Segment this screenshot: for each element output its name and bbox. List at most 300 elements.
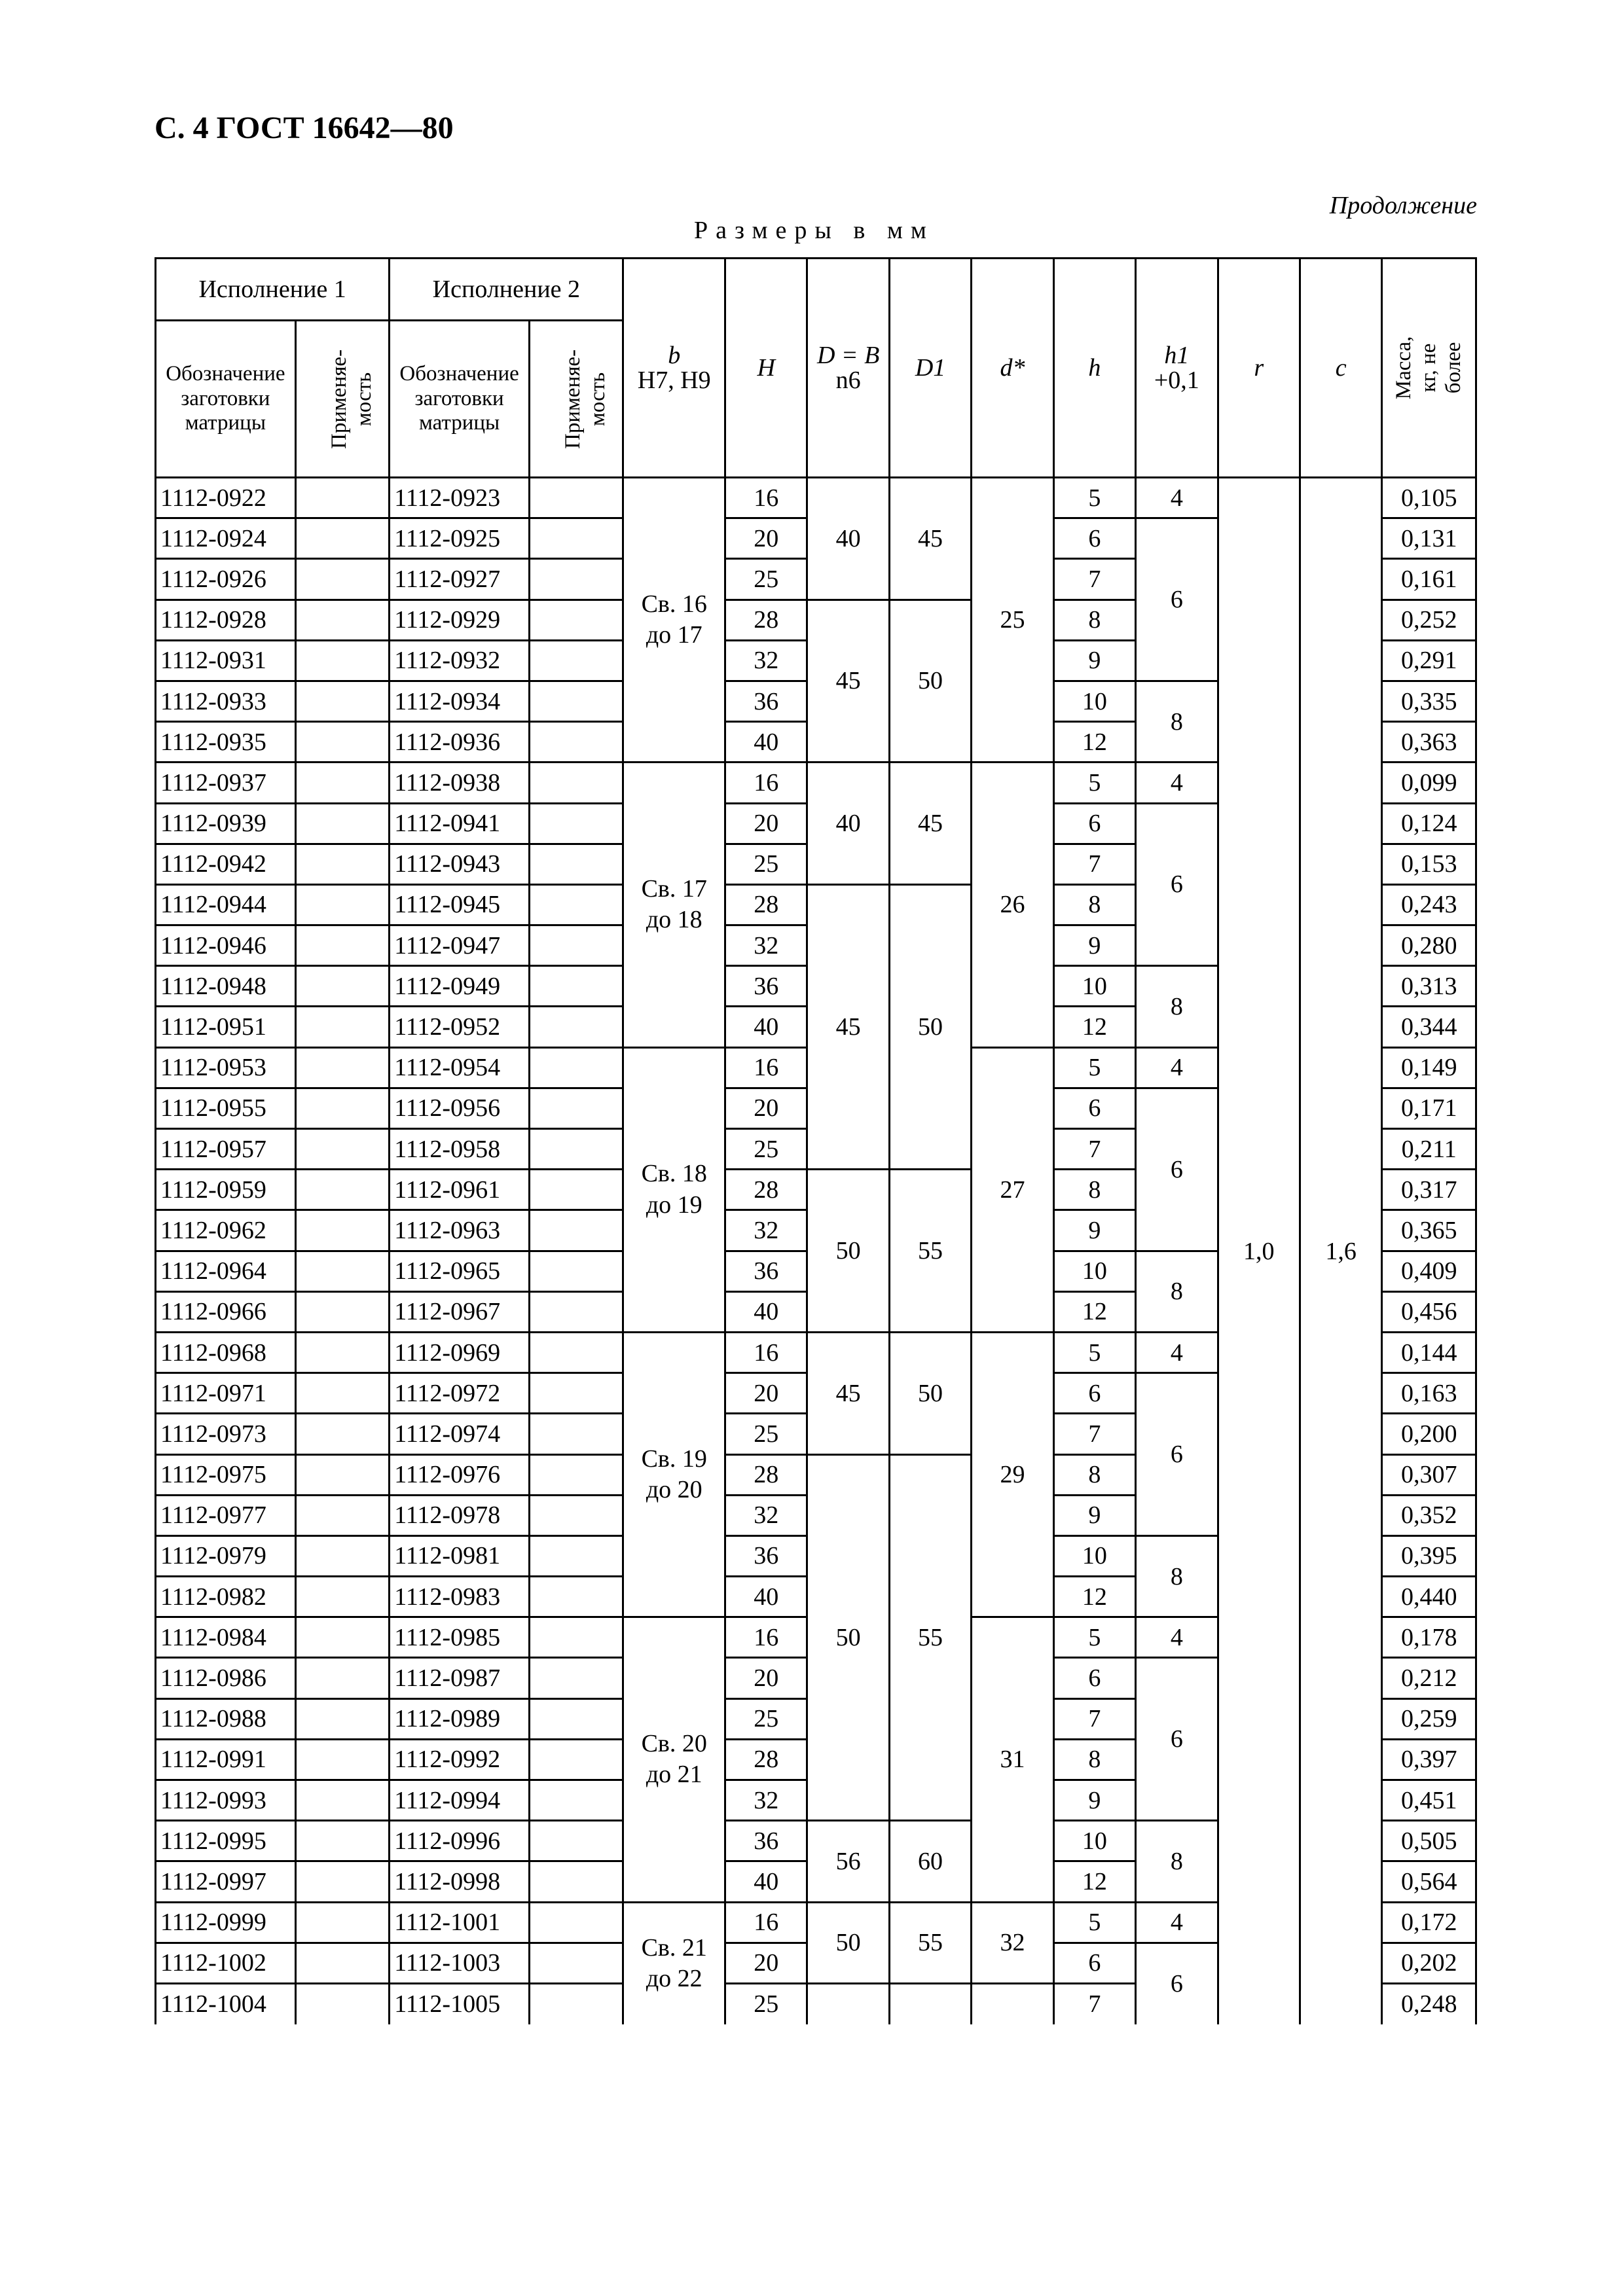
mass-cell: 0,248	[1382, 1983, 1476, 2024]
applicability-2-cell	[529, 1739, 623, 1780]
mass-cell: 0,352	[1382, 1495, 1476, 1535]
h-cell: 7	[1053, 559, 1135, 600]
mass-cell: 0,211	[1382, 1129, 1476, 1170]
h1-cell: 8	[1136, 966, 1218, 1047]
header-h1-tolerance: +0,1	[1154, 367, 1199, 394]
applicability-1-cell	[295, 1332, 390, 1372]
designation-1-cell: 1112-0951	[156, 1007, 296, 1047]
h-cell: 10	[1053, 681, 1135, 721]
H-cell: 25	[725, 1698, 807, 1739]
designation-2-cell: 1112-0929	[390, 600, 530, 640]
mass-cell: 0,124	[1382, 803, 1476, 844]
b-range-cell: Св. 17 до 18	[623, 762, 725, 1047]
mass-cell: 0,451	[1382, 1780, 1476, 1821]
designation-2-cell: 1112-0983	[390, 1577, 530, 1617]
b-range-cell: Св. 16 до 17	[623, 478, 725, 762]
h-cell: 8	[1053, 1739, 1135, 1780]
h1-cell: 6	[1136, 1373, 1218, 1536]
mass-cell: 0,440	[1382, 1577, 1476, 1617]
H-cell: 16	[725, 1047, 807, 1088]
applicability-1-cell	[295, 1047, 390, 1088]
H-cell: 40	[725, 722, 807, 762]
H-cell: 16	[725, 762, 807, 803]
applicability-2-cell	[529, 1414, 623, 1454]
designation-2-cell: 1112-0969	[390, 1332, 530, 1372]
h-cell: 9	[1053, 1495, 1135, 1535]
header-b	[623, 259, 725, 478]
applicability-2-cell	[529, 762, 623, 803]
designation-1-cell: 1112-0959	[156, 1170, 296, 1210]
designation-2-cell: 1112-0989	[390, 1698, 530, 1739]
header-ispolnenie-1: Исполнение 1	[156, 259, 390, 321]
h-cell: 8	[1053, 600, 1135, 640]
D-cell: 40	[807, 478, 889, 600]
d-cell: 26	[972, 762, 1053, 1047]
applicability-1-cell	[295, 1658, 390, 1698]
mass-cell: 0,149	[1382, 1047, 1476, 1088]
applicability-1-cell	[295, 1088, 390, 1128]
designation-2-cell: 1112-0974	[390, 1414, 530, 1454]
H-cell: 25	[725, 1414, 807, 1454]
applicability-2-cell	[529, 1170, 623, 1210]
D-cell: 50	[807, 1454, 889, 1821]
applicability-2-cell	[529, 1577, 623, 1617]
applicability-2-cell	[529, 640, 623, 681]
applicability-2-cell	[529, 1495, 623, 1535]
h1-cell: 4	[1136, 1902, 1218, 1943]
h-cell: 5	[1053, 762, 1135, 803]
applicability-1-cell	[295, 844, 390, 884]
h-cell: 8	[1053, 1170, 1135, 1210]
h-cell: 6	[1053, 803, 1135, 844]
h-cell: 12	[1053, 1007, 1135, 1047]
applicability-2-cell	[529, 1698, 623, 1739]
mass-cell: 0,131	[1382, 518, 1476, 559]
designation-1-cell: 1112-0966	[156, 1291, 296, 1332]
designation-1-cell: 1112-1002	[156, 1943, 296, 1983]
mass-cell: 0,171	[1382, 1088, 1476, 1128]
applicability-1-cell	[295, 1414, 390, 1454]
header-h1	[1136, 259, 1218, 478]
applicability-2-cell	[529, 1535, 623, 1576]
applicability-1-cell	[295, 518, 390, 559]
applicability-1-cell	[295, 1129, 390, 1170]
header-h: h	[1053, 259, 1135, 478]
designation-2-cell: 1112-1003	[390, 1943, 530, 1983]
mass-cell: 0,105	[1382, 478, 1476, 518]
designation-2-cell: 1112-0994	[390, 1780, 530, 1821]
h-cell: 10	[1053, 1251, 1135, 1291]
D1-cell: 45	[889, 478, 971, 600]
applicability-1-cell	[295, 1373, 390, 1414]
d-cell: 31	[972, 1617, 1053, 1902]
applicability-1-cell	[295, 803, 390, 844]
D1-cell	[889, 1983, 971, 2024]
mass-cell: 0,564	[1382, 1861, 1476, 1902]
h-cell: 10	[1053, 1535, 1135, 1576]
header-applicability-1	[295, 321, 390, 478]
designation-1-cell: 1112-0946	[156, 925, 296, 966]
applicability-1-cell	[295, 478, 390, 518]
header-mass	[1382, 259, 1476, 478]
d-cell: 29	[972, 1332, 1053, 1617]
designation-1-cell: 1112-0999	[156, 1902, 296, 1943]
applicability-1-cell	[295, 1291, 390, 1332]
mass-cell: 0,212	[1382, 1658, 1476, 1698]
h-cell: 7	[1053, 1983, 1135, 2024]
designation-1-cell: 1112-0942	[156, 844, 296, 884]
mass-cell: 0,252	[1382, 600, 1476, 640]
H-cell: 20	[725, 1088, 807, 1128]
mass-cell: 0,161	[1382, 559, 1476, 600]
designation-1-cell: 1112-1004	[156, 1983, 296, 2024]
header-D-tolerance: n6	[835, 367, 861, 394]
designation-2-cell: 1112-0952	[390, 1007, 530, 1047]
h-cell: 10	[1053, 966, 1135, 1007]
D-cell: 40	[807, 762, 889, 885]
applicability-1-cell	[295, 1495, 390, 1535]
header-b-tolerance: H7, H9	[637, 367, 711, 394]
D1-cell: 60	[889, 1821, 971, 1902]
H-cell: 28	[725, 600, 807, 640]
mass-cell: 0,397	[1382, 1739, 1476, 1780]
applicability-2-cell	[529, 1983, 623, 2024]
designation-1-cell: 1112-0964	[156, 1251, 296, 1291]
h-cell: 5	[1053, 1047, 1135, 1088]
table-body	[156, 478, 1476, 2024]
H-cell: 32	[725, 640, 807, 681]
b-range-cell: Св. 19 до 20	[623, 1332, 725, 1617]
h-cell: 6	[1053, 1088, 1135, 1128]
applicability-2-cell	[529, 559, 623, 600]
designation-2-cell: 1112-0934	[390, 681, 530, 721]
applicability-1-cell	[295, 1251, 390, 1291]
designation-1-cell: 1112-0971	[156, 1373, 296, 1414]
h-cell: 12	[1053, 1577, 1135, 1617]
applicability-1-cell	[295, 1577, 390, 1617]
d-cell: 27	[972, 1047, 1053, 1332]
D1-cell: 55	[889, 1170, 971, 1333]
r-cell: 1,0	[1218, 478, 1300, 2024]
designation-2-cell: 1112-0945	[390, 884, 530, 925]
applicability-1-cell	[295, 559, 390, 600]
applicability-2-cell	[529, 1943, 623, 1983]
b-range-cell: Св. 18 до 19	[623, 1047, 725, 1332]
applicability-1-cell	[295, 1454, 390, 1495]
h1-cell: 4	[1136, 478, 1218, 518]
designation-1-cell: 1112-0931	[156, 640, 296, 681]
designation-2-cell: 1112-0998	[390, 1861, 530, 1902]
designation-1-cell: 1112-0975	[156, 1454, 296, 1495]
applicability-1-cell	[295, 1943, 390, 1983]
h1-cell: 6	[1136, 803, 1218, 966]
applicability-2-cell	[529, 1047, 623, 1088]
designation-1-cell: 1112-0973	[156, 1414, 296, 1454]
D-cell: 45	[807, 600, 889, 762]
mass-cell: 0,291	[1382, 640, 1476, 681]
H-cell: 16	[725, 1617, 807, 1658]
h-cell: 5	[1053, 1332, 1135, 1372]
continuation-label: Продолжение	[1329, 192, 1477, 219]
dimensions-table	[155, 257, 1477, 2024]
h1-cell: 6	[1136, 1943, 1218, 2024]
h-cell: 7	[1053, 1129, 1135, 1170]
h-cell: 6	[1053, 1943, 1135, 1983]
H-cell: 32	[725, 1495, 807, 1535]
H-cell: 32	[725, 925, 807, 966]
designation-1-cell: 1112-0957	[156, 1129, 296, 1170]
header-applicability-2-text: Применяе-мость	[561, 349, 610, 449]
h-cell: 9	[1053, 925, 1135, 966]
designation-2-cell: 1112-0992	[390, 1739, 530, 1780]
header-h1-symbol: h1	[1164, 342, 1190, 369]
designation-1-cell: 1112-0968	[156, 1332, 296, 1372]
h-cell: 6	[1053, 1658, 1135, 1698]
H-cell: 36	[725, 966, 807, 1007]
designation-2-cell: 1112-0936	[390, 722, 530, 762]
mass-cell: 0,395	[1382, 1535, 1476, 1576]
mass-cell: 0,202	[1382, 1943, 1476, 1983]
H-cell: 25	[725, 559, 807, 600]
header-D1: D1	[889, 259, 971, 478]
designation-1-cell: 1112-0991	[156, 1739, 296, 1780]
applicability-2-cell	[529, 1210, 623, 1251]
applicability-2-cell	[529, 1291, 623, 1332]
H-cell: 16	[725, 1902, 807, 1943]
designation-2-cell: 1112-0987	[390, 1658, 530, 1698]
applicability-1-cell	[295, 884, 390, 925]
H-cell: 20	[725, 1943, 807, 1983]
d-cell: 32	[972, 1902, 1053, 1983]
D1-cell: 45	[889, 762, 971, 885]
h1-cell: 4	[1136, 762, 1218, 803]
H-cell: 36	[725, 1821, 807, 1861]
header-applicability-2	[529, 321, 623, 478]
designation-1-cell: 1112-0933	[156, 681, 296, 721]
applicability-2-cell	[529, 1332, 623, 1372]
mass-cell: 0,144	[1382, 1332, 1476, 1372]
h1-cell: 8	[1136, 1251, 1218, 1332]
applicability-2-cell	[529, 925, 623, 966]
H-cell: 20	[725, 1658, 807, 1698]
designation-2-cell: 1112-0947	[390, 925, 530, 966]
designation-2-cell: 1112-0954	[390, 1047, 530, 1088]
applicability-1-cell	[295, 600, 390, 640]
H-cell: 36	[725, 1535, 807, 1576]
applicability-1-cell	[295, 1902, 390, 1943]
designation-2-cell: 1112-0958	[390, 1129, 530, 1170]
designation-1-cell: 1112-0993	[156, 1780, 296, 1821]
designation-1-cell: 1112-0986	[156, 1658, 296, 1698]
applicability-2-cell	[529, 1658, 623, 1698]
applicability-2-cell	[529, 1251, 623, 1291]
mass-cell: 0,313	[1382, 966, 1476, 1007]
h-cell: 12	[1053, 722, 1135, 762]
h1-cell: 8	[1136, 1535, 1218, 1617]
H-cell: 40	[725, 1291, 807, 1332]
c-cell: 1,6	[1300, 478, 1381, 2024]
applicability-2-cell	[529, 478, 623, 518]
designation-2-cell: 1112-0963	[390, 1210, 530, 1251]
h-cell: 7	[1053, 844, 1135, 884]
applicability-2-cell	[529, 1454, 623, 1495]
H-cell: 25	[725, 1129, 807, 1170]
header-mass-text: Масса, кг, не более	[1391, 336, 1465, 400]
header-r: r	[1218, 259, 1300, 478]
designation-2-cell: 1112-0976	[390, 1454, 530, 1495]
b-range-cell: Св. 21 до 22	[623, 1902, 725, 2024]
H-cell: 40	[725, 1861, 807, 1902]
mass-cell: 0,099	[1382, 762, 1476, 803]
h1-cell: 4	[1136, 1047, 1218, 1088]
h-cell: 7	[1053, 1698, 1135, 1739]
header-b-symbol: b	[668, 342, 681, 369]
designation-2-cell: 1112-0932	[390, 640, 530, 681]
mass-cell: 0,178	[1382, 1617, 1476, 1658]
applicability-2-cell	[529, 1617, 623, 1658]
applicability-1-cell	[295, 1739, 390, 1780]
H-cell: 25	[725, 1983, 807, 2024]
H-cell: 25	[725, 844, 807, 884]
designation-2-cell: 1112-0972	[390, 1373, 530, 1414]
designation-2-cell: 1112-0927	[390, 559, 530, 600]
applicability-1-cell	[295, 681, 390, 721]
designation-1-cell: 1112-0988	[156, 1698, 296, 1739]
applicability-1-cell	[295, 1617, 390, 1658]
H-cell: 20	[725, 518, 807, 559]
designation-2-cell: 1112-0925	[390, 518, 530, 559]
applicability-2-cell	[529, 1373, 623, 1414]
h-cell: 5	[1053, 1902, 1135, 1943]
designation-1-cell: 1112-0962	[156, 1210, 296, 1251]
header-H: H	[725, 259, 807, 478]
applicability-2-cell	[529, 1007, 623, 1047]
designation-1-cell: 1112-0935	[156, 722, 296, 762]
designation-1-cell: 1112-0928	[156, 600, 296, 640]
H-cell: 16	[725, 1332, 807, 1372]
applicability-2-cell	[529, 518, 623, 559]
designation-2-cell: 1112-0938	[390, 762, 530, 803]
designation-1-cell: 1112-0953	[156, 1047, 296, 1088]
header-designation-2: Обозначение заготовки матрицы	[390, 321, 530, 478]
designation-2-cell: 1112-0923	[390, 478, 530, 518]
D-cell: 45	[807, 884, 889, 1169]
designation-2-cell: 1112-0978	[390, 1495, 530, 1535]
D-cell: 45	[807, 1332, 889, 1454]
D1-cell: 55	[889, 1454, 971, 1821]
applicability-1-cell	[295, 1861, 390, 1902]
h1-cell: 4	[1136, 1332, 1218, 1372]
applicability-2-cell	[529, 803, 623, 844]
h-cell: 7	[1053, 1414, 1135, 1454]
applicability-2-cell	[529, 1129, 623, 1170]
h1-cell: 4	[1136, 1617, 1218, 1658]
applicability-1-cell	[295, 722, 390, 762]
applicability-1-cell	[295, 1007, 390, 1047]
D-cell: 50	[807, 1902, 889, 1983]
mass-cell: 0,365	[1382, 1210, 1476, 1251]
h-cell: 9	[1053, 1210, 1135, 1251]
header-c: c	[1300, 259, 1381, 478]
applicability-2-cell	[529, 1088, 623, 1128]
applicability-1-cell	[295, 1821, 390, 1861]
H-cell: 40	[725, 1007, 807, 1047]
applicability-2-cell	[529, 600, 623, 640]
h-cell: 9	[1053, 640, 1135, 681]
h-cell: 8	[1053, 884, 1135, 925]
H-cell: 28	[725, 884, 807, 925]
h-cell: 12	[1053, 1861, 1135, 1902]
designation-2-cell: 1112-0985	[390, 1617, 530, 1658]
applicability-1-cell	[295, 640, 390, 681]
applicability-1-cell	[295, 925, 390, 966]
mass-cell: 0,363	[1382, 722, 1476, 762]
designation-1-cell: 1112-0944	[156, 884, 296, 925]
designation-1-cell: 1112-0979	[156, 1535, 296, 1576]
mass-cell: 0,335	[1382, 681, 1476, 721]
mass-cell: 0,409	[1382, 1251, 1476, 1291]
h-cell: 9	[1053, 1780, 1135, 1821]
designation-1-cell: 1112-0977	[156, 1495, 296, 1535]
applicability-1-cell	[295, 1535, 390, 1576]
designation-1-cell: 1112-0955	[156, 1088, 296, 1128]
applicability-1-cell	[295, 1983, 390, 2024]
H-cell: 36	[725, 681, 807, 721]
h-cell: 12	[1053, 1291, 1135, 1332]
applicability-1-cell	[295, 1210, 390, 1251]
H-cell: 16	[725, 478, 807, 518]
mass-cell: 0,307	[1382, 1454, 1476, 1495]
header-applicability-1-text: Применяе-мость	[327, 349, 376, 449]
mass-cell: 0,163	[1382, 1373, 1476, 1414]
mass-cell: 0,505	[1382, 1821, 1476, 1861]
mass-cell: 0,344	[1382, 1007, 1476, 1047]
D1-cell: 55	[889, 1902, 971, 1983]
D1-cell: 50	[889, 600, 971, 762]
H-cell: 32	[725, 1210, 807, 1251]
h-cell: 10	[1053, 1821, 1135, 1861]
mass-cell: 0,153	[1382, 844, 1476, 884]
designation-2-cell: 1112-0949	[390, 966, 530, 1007]
mass-cell: 0,200	[1382, 1414, 1476, 1454]
b-range-cell: Св. 20 до 21	[623, 1617, 725, 1902]
h-cell: 6	[1053, 1373, 1135, 1414]
units-caption: Размеры в мм	[694, 217, 934, 244]
H-cell: 28	[725, 1454, 807, 1495]
mass-cell: 0,243	[1382, 884, 1476, 925]
applicability-2-cell	[529, 1861, 623, 1902]
header-ispolnenie-2: Исполнение 2	[390, 259, 623, 321]
h1-cell: 6	[1136, 1088, 1218, 1251]
applicability-1-cell	[295, 1170, 390, 1210]
h-cell: 6	[1053, 518, 1135, 559]
header-D-symbol: D = B	[816, 342, 880, 369]
designation-1-cell: 1112-0922	[156, 478, 296, 518]
mass-cell: 0,317	[1382, 1170, 1476, 1210]
designation-1-cell: 1112-0937	[156, 762, 296, 803]
applicability-1-cell	[295, 1698, 390, 1739]
table-row	[156, 478, 1476, 518]
D1-cell: 50	[889, 1332, 971, 1454]
designation-2-cell: 1112-0965	[390, 1251, 530, 1291]
designation-2-cell: 1112-0967	[390, 1291, 530, 1332]
designation-2-cell: 1112-0981	[390, 1535, 530, 1576]
designation-1-cell: 1112-0926	[156, 559, 296, 600]
mass-cell: 0,456	[1382, 1291, 1476, 1332]
designation-2-cell: 1112-0943	[390, 844, 530, 884]
d-cell: 25	[972, 478, 1053, 762]
designation-2-cell: 1112-0961	[390, 1170, 530, 1210]
